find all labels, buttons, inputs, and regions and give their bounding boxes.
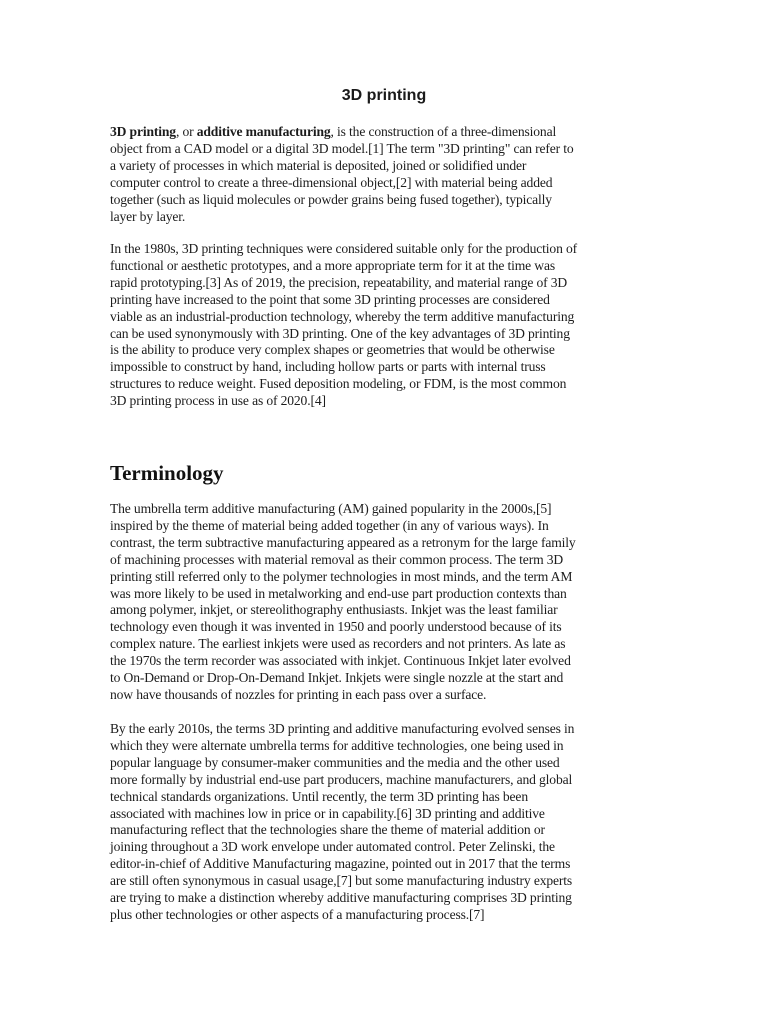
paragraph-line: are trying to make a distinction whereby additive manufacturing comprises 3D printing <box>110 890 572 906</box>
paragraph-line: printing have increased to the point that some 3D printing processes are considered <box>110 291 550 307</box>
paragraph-line: the 1970s the term recorder was associated with inkjet. Continuous Inkjet later evolved <box>110 653 571 669</box>
paragraph-line: technical standards organizations. Until recently, the term 3D printing has been <box>110 788 528 804</box>
lead-separator: , or <box>175 124 197 139</box>
intro-line: layer by layer. <box>110 208 186 224</box>
paragraph-line: In the 1980s, 3D printing techniques were considered suitable only for the production of <box>110 241 577 256</box>
lead-term-3d-printing: 3D printing <box>110 124 176 139</box>
paragraph-line: to On-Demand or Drop-On-Demand Inkjet. Inkjets were single nozzle at the start and <box>110 670 564 686</box>
paragraph-line: functional or aesthetic prototypes, and a more appropriate term for it at the time was <box>110 257 555 273</box>
intro-line: together (such as liquid molecules or powder grains being fused together), typically <box>110 191 552 207</box>
paragraph-line: joining throughout a 3D work envelope under automated control. Peter Zelinski, the <box>110 839 555 855</box>
paragraph-line: contrast, the term subtractive manufacturing appeared as a retronym for the large family <box>110 534 576 550</box>
terminology-paragraph-2 <box>110 721 670 924</box>
intro-paragraph <box>110 124 670 225</box>
paragraph-line: inspired by the theme of material being added together (in any of various ways). In <box>110 517 549 533</box>
intro-line: object from a CAD model or a digital 3D model.[1] The term "3D printing" can refer to <box>110 140 574 156</box>
paragraph-line: plus other technologies or other aspects of a manufacturing process.[7] <box>110 906 485 922</box>
paragraph-line: By the early 2010s, the terms 3D printing and additive manufacturing evolved senses in <box>110 721 575 736</box>
paragraph-line: complex nature. The earliest inkjets were used as recorders and not printers. As late as <box>110 636 566 652</box>
paragraph-line: impossible to construct by hand, including hollow parts or parts with internal truss <box>110 359 546 375</box>
intro-line <box>110 124 670 141</box>
paragraph-line: viable as an industrial-production technology, whereby the term additive manufacturing <box>110 308 575 324</box>
document-title: 3D printing <box>341 87 427 104</box>
paragraph-line: can be used synonymously with 3D printing. One of the key advantages of 3D printing <box>110 325 570 341</box>
paragraph-line: which they were alternate umbrella terms for additive technologies, one being used in <box>110 737 564 753</box>
paragraph-line: more formally by industrial end-use part producers, machine manufacturers, and global <box>110 771 573 787</box>
paragraph-line: popular language by consumer-maker communities and the media and the other used <box>110 754 560 770</box>
section-heading-terminology: Terminology <box>110 461 224 485</box>
intro-line-text: , is the construction of a three-dimensional <box>330 124 557 139</box>
paragraph-line: now have thousands of nozzles for printing in each pass over a surface. <box>110 686 487 702</box>
paragraph-line: The umbrella term additive manufacturing (AM) gained popularity in the 2000s,[5] <box>110 501 552 516</box>
paragraph-line: manufacturing reflect that the technologies share the theme of material addition or <box>110 822 545 838</box>
paragraph-line: editor-in-chief of Additive Manufacturing magazine, pointed out in 2017 that the terms <box>110 856 571 872</box>
paragraph-line: among polymer, inkjet, or stereolithography enthusiasts. Inkjet was the least familiar <box>110 602 558 618</box>
paragraph-line: of machining processes with material removal as their common process. The term 3D <box>110 551 564 567</box>
paragraph-line: associated with machines low in price or in capability.[6] 3D printing and additive <box>110 805 545 821</box>
paragraph-line: are still often synonymous in casual usage,[7] but some manufacturing industry experts <box>110 873 573 889</box>
intro-line: a variety of processes in which material is deposited, joined or solidified under <box>110 157 527 173</box>
paragraph-line: 3D printing process in use as of 2020.[4] <box>110 393 326 409</box>
history-paragraph <box>110 241 670 410</box>
paragraph-line: rapid prototyping.[3] As of 2019, the precision, repeatability, and material range of 3D <box>110 274 568 290</box>
terminology-paragraph-1 <box>110 501 670 704</box>
intro-line: computer control to create a three-dimensional object,[2] with material being added <box>110 174 553 190</box>
lead-term-additive-manufacturing: additive manufacturing <box>196 124 331 139</box>
paragraph-line: printing still referred only to the polymer technologies in most minds, and the term AM <box>110 568 573 584</box>
paragraph-line: was more likely to be used in metalworking and end-use part production contexts than <box>110 585 567 601</box>
paragraph-line: is the ability to produce very complex shapes or geometries that would be otherwise <box>110 342 555 358</box>
paragraph-line: structures to reduce weight. Fused deposition modeling, or FDM, is the most common <box>110 376 567 392</box>
paragraph-line: technology even though it was invented in 1950 and poorly understood because of its <box>110 619 562 635</box>
